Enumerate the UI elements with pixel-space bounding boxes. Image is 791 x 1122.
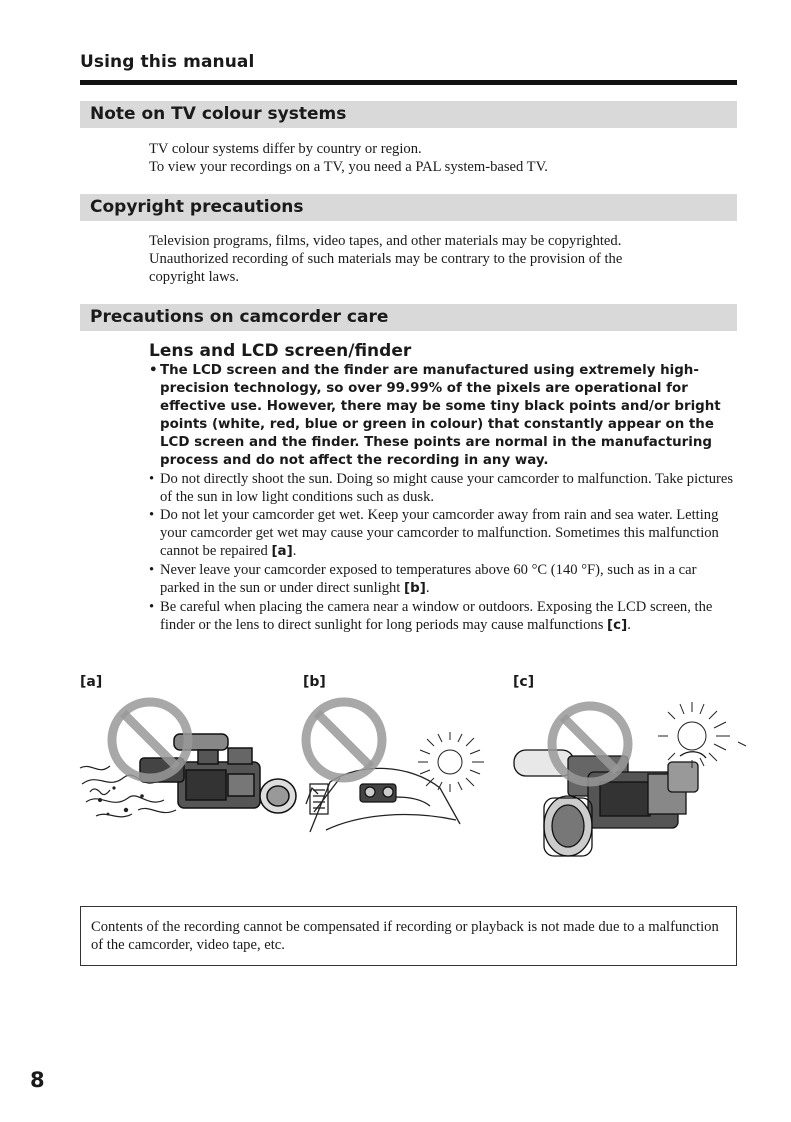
illustration-camcorder-sunlight [508, 692, 748, 872]
illustration-camcorder-water [78, 692, 300, 844]
section-heading-text: Note on TV colour systems [90, 104, 347, 124]
bullet-item: • Never leave your camcorder exposed to temperatures above 60 °C (140 °F), such as in a car parked in the sun or under direct sunlight [b]. [149, 561, 739, 598]
figure-label-a: [a] [80, 674, 103, 690]
figure-label-c: [c] [513, 674, 535, 690]
section-heading-tv [80, 101, 737, 128]
section-heading-text: Copyright precautions [90, 197, 304, 217]
care-bullet-list [149, 362, 739, 635]
tv-body [149, 140, 729, 176]
copyright-body [149, 232, 729, 286]
figure-label-b: [b] [303, 674, 326, 690]
bullet-item: • The LCD screen and the finder are manufactured using extremely high-precision technology, so over 99.99% of the pixels are operational for effective use. However, there may be some tiny black points and/or bright points (white, red, blue or green in colour) that constantly appear on the LCD screen and the finder. These points are normal in the manufacturing process and do not affect the recording in any way. [149, 362, 739, 470]
title-rule [80, 80, 737, 85]
page-number: 8 [30, 1068, 45, 1092]
illustration-camcorder-car [300, 692, 500, 844]
bullet-item: • Be careful when placing the camera near a window or outdoors. Exposing the LCD screen, the finder or the lens to direct sunlight for long periods may cause malfunctions [c]. [149, 598, 739, 635]
figure-ref-c: [c] [607, 618, 628, 633]
paragraph-line: TV colour systems differ by country or region. [149, 141, 422, 157]
section-heading-text: Precautions on camcorder care [90, 307, 389, 327]
paragraph-line: Television programs, films, video tapes, and other materials may be copyrighted. [149, 233, 622, 249]
bullet-item: • Do not directly shoot the sun. Doing so might cause your camcorder to malfunction. Take pictures of the sun in low light conditions such as dusk. [149, 470, 739, 506]
paragraph-line: To view your recordings on a TV, you need a PAL system-based TV. [149, 159, 548, 175]
paragraph-line: Unauthorized recording of such materials may be contrary to the provision of the [149, 251, 623, 267]
figure-ref-a: [a] [271, 544, 293, 559]
note-box [80, 906, 737, 966]
page-title: Using this manual [80, 52, 255, 72]
paragraph-line: copyright laws. [149, 269, 239, 285]
subheading-lens-lcd: Lens and LCD screen/finder [149, 341, 412, 361]
bullet-item: • Do not let your camcorder get wet. Keep your camcorder away from rain and sea water. Letting your camcorder get wet may cause your camcorder to malfunction. Sometimes this malfunction cannot be repaired [a]. [149, 506, 739, 561]
note-text: Contents of the recording cannot be compensated if recording or playback is not made due to a malfunction of the camcorder, video tape, etc. [91, 919, 719, 953]
figure-ref-b: [b] [404, 581, 426, 596]
section-heading-copyright [80, 194, 737, 221]
section-heading-care [80, 304, 737, 331]
